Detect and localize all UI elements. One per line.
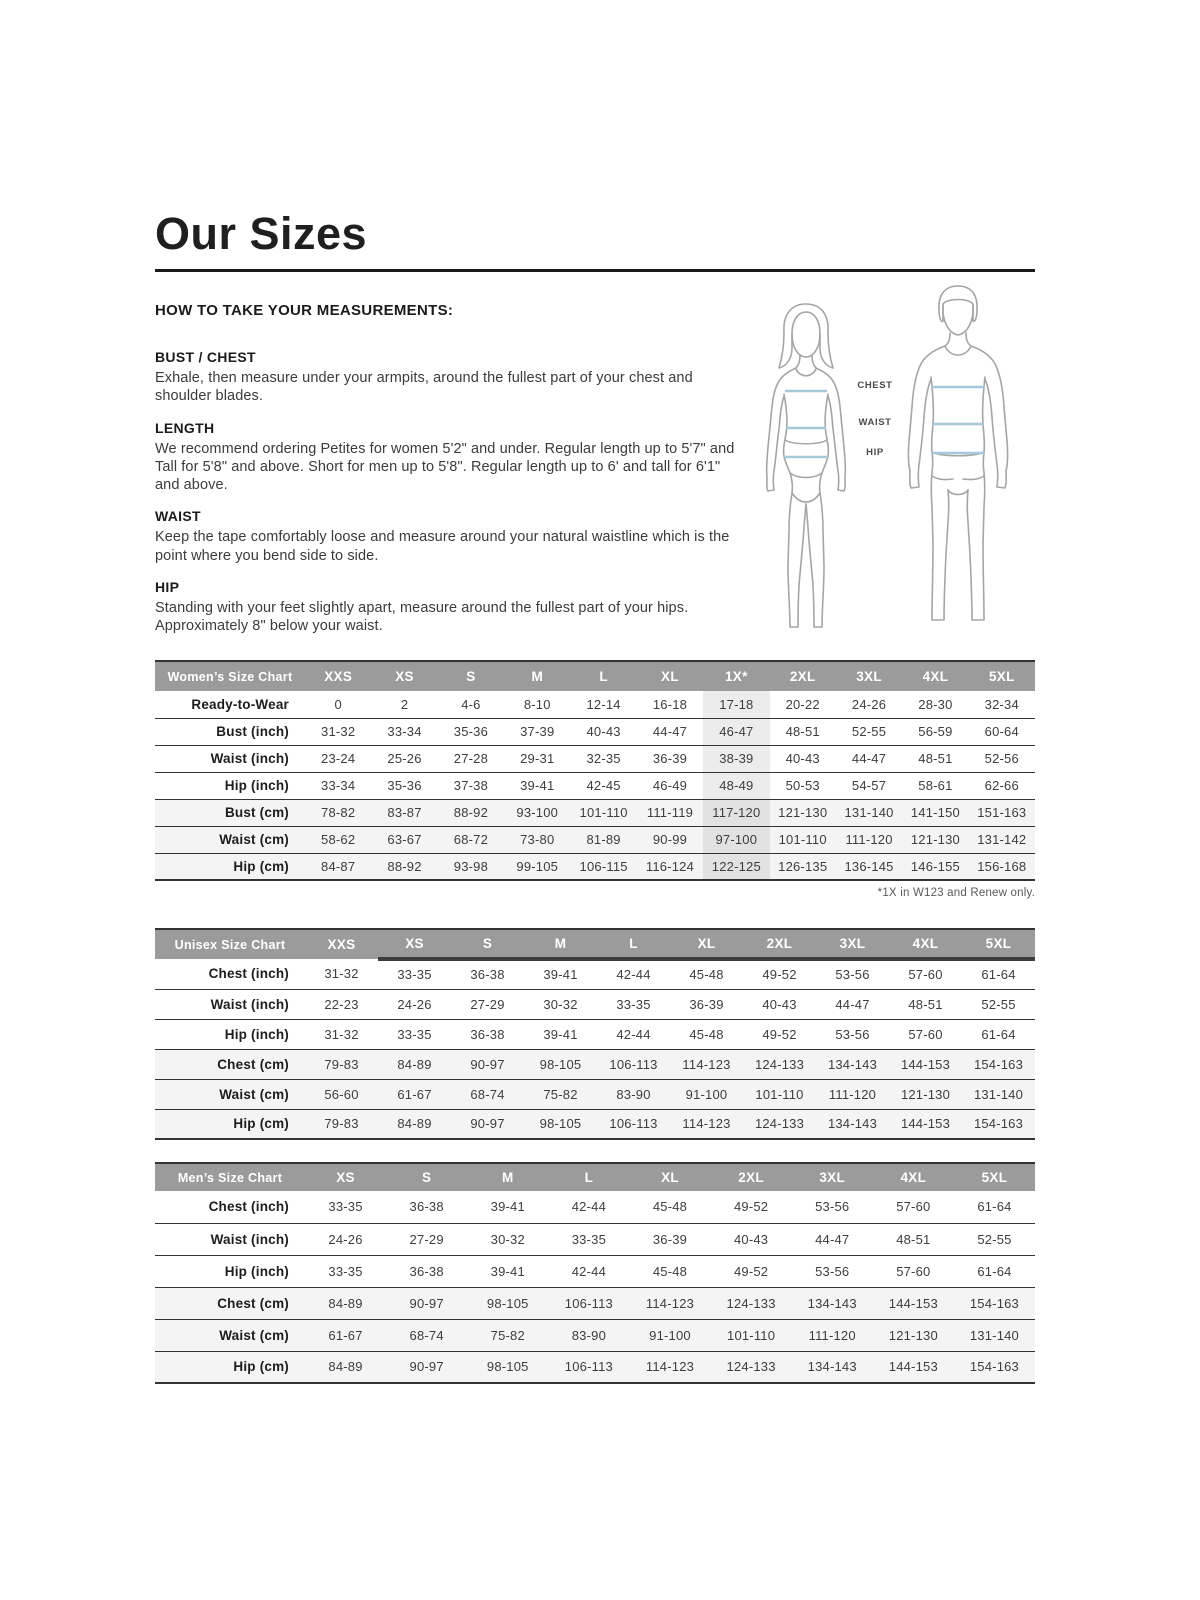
size-chart-footnote: *1X in W123 and Renew only. xyxy=(877,887,1035,899)
table-row xyxy=(155,1255,1035,1287)
size-value-cell: 60-64 xyxy=(984,724,1019,739)
size-column-header: M xyxy=(524,929,597,959)
size-column-header: 4XL xyxy=(889,929,962,959)
size-value-cell: 50-53 xyxy=(785,778,820,793)
size-column-header: 5XL xyxy=(954,1163,1035,1191)
size-value-cell: 144-153 xyxy=(888,1359,938,1375)
size-value-cell: 4-6 xyxy=(461,696,481,712)
size-column-header: 1X* xyxy=(703,661,769,691)
size-value-cell: 134-143 xyxy=(827,1116,878,1132)
size-value-cell: 52-56 xyxy=(984,751,1019,766)
size-value-cell: 91-100 xyxy=(685,1086,728,1102)
size-value-cell: 111-120 xyxy=(845,832,893,847)
row-label: Hip (cm) xyxy=(233,858,289,874)
size-value-cell: 33-34 xyxy=(387,724,422,739)
table-row xyxy=(155,1223,1035,1255)
size-value-cell: 33-35 xyxy=(571,1231,606,1247)
size-value-cell: 131-142 xyxy=(977,832,1027,847)
size-value-cell: 12-14 xyxy=(586,696,621,712)
female-figure-illustration xyxy=(746,296,866,636)
size-value-cell: 73-80 xyxy=(520,832,555,847)
size-value-cell: 48-51 xyxy=(908,996,943,1012)
size-value-cell: 31-32 xyxy=(321,724,356,739)
size-column-header: S xyxy=(438,661,504,691)
size-value-cell: 91-100 xyxy=(649,1327,691,1343)
size-value-cell: 68-74 xyxy=(470,1086,505,1102)
womens-size-chart-table xyxy=(155,660,1035,881)
size-value-cell: 61-64 xyxy=(977,1199,1012,1215)
size-value-cell: 23-24 xyxy=(321,751,356,766)
size-column-header: 4XL xyxy=(873,1163,954,1191)
size-value-cell: 39-41 xyxy=(490,1263,525,1279)
size-value-cell: 121-130 xyxy=(778,805,828,820)
size-column-header: 3XL xyxy=(792,1163,873,1191)
size-value-cell: 37-38 xyxy=(453,778,489,793)
section-hip xyxy=(155,579,735,636)
size-value-cell: 98-105 xyxy=(486,1359,529,1375)
size-value-cell: 25-26 xyxy=(387,751,422,766)
size-value-cell: 53-56 xyxy=(815,1263,850,1279)
size-value-cell: 39-41 xyxy=(543,967,578,983)
size-value-cell: 42-44 xyxy=(571,1263,606,1279)
size-value-cell: 37-39 xyxy=(520,724,555,739)
size-value-cell: 33-35 xyxy=(616,996,651,1012)
table-row xyxy=(155,1319,1035,1351)
size-column-header: 2XL xyxy=(711,1163,792,1191)
womens-size-chart-section xyxy=(155,660,1035,899)
size-value-cell: 8-10 xyxy=(523,696,551,712)
size-value-cell: 49-52 xyxy=(762,1026,797,1042)
title-divider xyxy=(155,269,1035,272)
size-value-cell: 20-22 xyxy=(785,696,820,712)
size-value-cell: 144-153 xyxy=(900,1056,951,1072)
size-value-cell: 124-133 xyxy=(754,1056,805,1072)
size-value-cell: 36-39 xyxy=(652,751,688,766)
size-value-cell: 114-123 xyxy=(682,1056,731,1072)
size-value-cell: 44-47 xyxy=(815,1231,850,1247)
size-value-cell: 111-119 xyxy=(646,805,694,820)
size-value-cell: 49-52 xyxy=(733,1199,769,1215)
size-value-cell: 38-39 xyxy=(703,745,769,772)
size-value-cell: 42-44 xyxy=(616,1026,651,1042)
size-value-cell: 101-110 xyxy=(778,832,827,847)
size-value-cell: 44-47 xyxy=(652,724,688,739)
row-label: Bust (cm) xyxy=(224,805,289,820)
size-column-header: 3XL xyxy=(816,929,889,959)
size-value-cell: 36-38 xyxy=(409,1263,444,1279)
section-body: Exhale, then measure under your armpits, around the fullest part of your chest and shoulder blades. xyxy=(155,370,693,405)
table-row xyxy=(155,826,1035,853)
size-value-cell: 99-105 xyxy=(516,858,559,874)
row-label: Waist (inch) xyxy=(210,996,289,1012)
row-label: Bust (inch) xyxy=(216,724,289,739)
size-value-cell: 121-130 xyxy=(900,1086,951,1102)
male-measure-lines xyxy=(931,387,985,453)
size-value-cell: 84-89 xyxy=(328,1295,363,1311)
size-value-cell: 33-35 xyxy=(397,1026,432,1042)
size-value-cell: 81-89 xyxy=(586,832,621,847)
size-value-cell: 0 xyxy=(334,696,342,712)
size-value-cell: 117-120 xyxy=(703,799,769,826)
male-hair xyxy=(939,286,977,321)
size-value-cell: 154-163 xyxy=(969,1295,1019,1311)
howto-heading: HOW TO TAKE YOUR MEASUREMENTS: xyxy=(155,302,454,319)
chest-label: CHEST xyxy=(857,380,893,391)
size-value-cell: 146-155 xyxy=(910,858,960,874)
size-value-cell: 98-105 xyxy=(486,1295,529,1311)
size-value-cell: 134-143 xyxy=(807,1295,857,1311)
row-label: Waist (inch) xyxy=(210,1231,289,1247)
section-heading: WAIST xyxy=(155,508,201,525)
size-value-cell: 33-35 xyxy=(397,967,432,983)
size-value-cell: 134-143 xyxy=(827,1056,878,1072)
size-column-header: XS xyxy=(371,661,437,691)
size-value-cell: 61-64 xyxy=(981,1026,1016,1042)
size-value-cell: 36-38 xyxy=(470,1026,505,1042)
size-value-cell: 79-83 xyxy=(324,1116,359,1132)
table-row xyxy=(155,1109,1035,1139)
size-value-cell: 45-48 xyxy=(652,1263,688,1279)
mens-size-chart-table xyxy=(155,1162,1035,1384)
size-value-cell: 131-140 xyxy=(973,1086,1024,1102)
size-value-cell: 22-23 xyxy=(324,996,359,1012)
size-value-cell: 116-124 xyxy=(645,858,695,874)
row-label: Chest (cm) xyxy=(217,1056,289,1072)
size-column-header: M xyxy=(504,661,570,691)
row-label: Waist (cm) xyxy=(219,832,289,847)
size-column-header: 4XL xyxy=(902,661,968,691)
size-value-cell: 54-57 xyxy=(851,778,887,793)
section-heading: HIP xyxy=(155,578,180,595)
size-value-cell: 97-100 xyxy=(703,826,769,853)
size-column-header: L xyxy=(597,929,670,959)
section-body: Standing with your feet slightly apart, measure around the fullest part of your hips. Approximately 8" below your waist. xyxy=(155,599,689,635)
size-column-header: 2XL xyxy=(743,929,816,959)
size-value-cell: 136-145 xyxy=(844,858,894,874)
size-value-cell: 52-55 xyxy=(981,996,1016,1012)
size-column-header: 5XL xyxy=(962,929,1035,959)
size-value-cell: 39-41 xyxy=(543,1026,578,1042)
measurement-figures xyxy=(740,280,1040,640)
section-length xyxy=(155,420,735,495)
size-value-cell: 48-51 xyxy=(785,724,820,739)
size-value-cell: 84-89 xyxy=(328,1359,363,1375)
size-value-cell: 57-60 xyxy=(896,1199,931,1215)
size-column-header: XL xyxy=(637,661,703,691)
size-value-cell: 83-90 xyxy=(571,1327,606,1343)
page-title: Our Sizes xyxy=(155,208,368,259)
row-label: Hip (cm) xyxy=(233,1359,289,1375)
size-value-cell: 33-35 xyxy=(328,1199,363,1215)
size-value-cell: 35-36 xyxy=(387,778,422,793)
size-value-cell: 126-135 xyxy=(778,858,828,874)
size-column-header: L xyxy=(548,1163,629,1191)
size-value-cell: 93-98 xyxy=(453,858,489,874)
size-value-cell: 57-60 xyxy=(896,1263,931,1279)
size-value-cell: 101-110 xyxy=(579,805,628,820)
size-value-cell: 88-92 xyxy=(387,858,422,874)
table-row xyxy=(155,718,1035,745)
size-column-header: XL xyxy=(629,1163,710,1191)
row-label: Hip (inch) xyxy=(224,778,289,793)
size-value-cell: 154-163 xyxy=(973,1056,1024,1072)
size-column-header: XS xyxy=(378,929,451,959)
table-row xyxy=(155,1079,1035,1109)
size-value-cell: 46-47 xyxy=(703,718,769,745)
size-value-cell: 56-60 xyxy=(324,1086,359,1102)
size-column-header: 5XL xyxy=(969,661,1035,691)
size-value-cell: 83-87 xyxy=(387,805,422,820)
size-value-cell: 53-56 xyxy=(835,967,870,983)
size-value-cell: 27-28 xyxy=(453,751,489,766)
size-value-cell: 75-82 xyxy=(543,1086,578,1102)
size-value-cell: 124-133 xyxy=(754,1116,805,1132)
size-value-cell: 61-64 xyxy=(981,967,1016,983)
table-row xyxy=(155,799,1035,826)
size-value-cell: 106-113 xyxy=(564,1359,613,1375)
size-value-cell: 45-48 xyxy=(689,1026,724,1042)
row-label: Waist (cm) xyxy=(219,1327,289,1343)
size-value-cell: 36-38 xyxy=(409,1199,444,1215)
size-value-cell: 31-32 xyxy=(324,1026,359,1042)
size-column-header: XS xyxy=(305,1163,386,1191)
row-label: Hip (cm) xyxy=(233,1116,289,1132)
size-column-header: XL xyxy=(670,929,743,959)
size-value-cell: 131-140 xyxy=(969,1327,1019,1343)
table-row xyxy=(155,1351,1035,1383)
size-value-cell: 111-120 xyxy=(828,1086,877,1102)
size-value-cell: 101-110 xyxy=(727,1327,776,1343)
size-value-cell: 40-43 xyxy=(762,996,797,1012)
size-value-cell: 31-32 xyxy=(324,966,359,982)
size-value-cell: 134-143 xyxy=(807,1359,857,1375)
size-value-cell: 124-133 xyxy=(726,1295,776,1311)
size-value-cell: 58-62 xyxy=(321,832,356,847)
size-value-cell: 42-44 xyxy=(571,1199,606,1215)
size-value-cell: 61-67 xyxy=(397,1086,432,1102)
row-label: Hip (inch) xyxy=(224,1026,289,1042)
size-value-cell: 45-48 xyxy=(689,967,724,983)
chart-title: Women’s Size Chart xyxy=(155,661,305,691)
chart-title: Men’s Size Chart xyxy=(155,1163,305,1191)
section-waist xyxy=(155,508,735,565)
size-value-cell: 2 xyxy=(400,696,409,712)
size-value-cell: 98-105 xyxy=(539,1056,582,1072)
size-value-cell: 84-87 xyxy=(321,858,356,874)
size-value-cell: 53-56 xyxy=(815,1199,850,1215)
size-column-header: L xyxy=(570,661,636,691)
size-value-cell: 56-59 xyxy=(918,724,953,739)
size-value-cell: 36-38 xyxy=(470,967,505,983)
size-value-cell: 106-113 xyxy=(609,1056,658,1072)
unisex-size-chart-section xyxy=(155,928,1035,1140)
size-column-header: XXS xyxy=(305,661,371,691)
size-value-cell: 39-41 xyxy=(490,1199,525,1215)
row-label: Waist (inch) xyxy=(210,751,289,766)
table-row xyxy=(155,745,1035,772)
size-value-cell: 121-130 xyxy=(888,1327,938,1343)
size-value-cell: 151-163 xyxy=(977,805,1027,820)
table-row xyxy=(155,959,1035,989)
size-value-cell: 27-29 xyxy=(409,1231,444,1247)
hip-label: HIP xyxy=(866,447,884,458)
size-value-cell: 44-47 xyxy=(851,751,887,766)
size-value-cell: 24-26 xyxy=(328,1231,363,1247)
row-label: Ready-to-Wear xyxy=(191,696,289,712)
row-label: Chest (cm) xyxy=(217,1295,289,1311)
size-value-cell: 75-82 xyxy=(490,1327,525,1343)
size-value-cell: 156-168 xyxy=(977,858,1027,874)
chart-title: Unisex Size Chart xyxy=(155,929,305,959)
size-value-cell: 154-163 xyxy=(973,1116,1024,1132)
size-value-cell: 84-89 xyxy=(397,1116,432,1132)
size-value-cell: 84-89 xyxy=(397,1056,432,1072)
size-value-cell: 61-67 xyxy=(328,1327,363,1343)
size-value-cell: 106-113 xyxy=(609,1116,658,1132)
size-value-cell: 98-105 xyxy=(539,1116,582,1132)
size-value-cell: 57-60 xyxy=(908,1026,943,1042)
size-value-cell: 124-133 xyxy=(726,1359,776,1375)
size-value-cell: 24-26 xyxy=(397,996,432,1012)
size-value-cell: 49-52 xyxy=(733,1263,769,1279)
size-column-header: M xyxy=(467,1163,548,1191)
size-value-cell: 28-30 xyxy=(918,696,953,712)
size-value-cell: 48-51 xyxy=(918,751,953,766)
table-row xyxy=(155,772,1035,799)
size-value-cell: 17-18 xyxy=(703,691,769,718)
mens-size-chart-section xyxy=(155,1162,1035,1384)
size-value-cell: 58-61 xyxy=(918,778,953,793)
size-value-cell: 106-113 xyxy=(564,1295,613,1311)
size-value-cell: 52-55 xyxy=(851,724,887,739)
size-value-cell: 93-100 xyxy=(516,805,559,820)
size-value-cell: 144-153 xyxy=(888,1295,938,1311)
size-value-cell: 68-74 xyxy=(409,1327,444,1343)
size-value-cell: 33-35 xyxy=(328,1263,363,1279)
size-value-cell: 90-97 xyxy=(409,1295,444,1311)
size-column-header: 3XL xyxy=(836,661,902,691)
size-value-cell: 61-64 xyxy=(977,1263,1012,1279)
table-row xyxy=(155,691,1035,718)
female-hair xyxy=(779,304,833,368)
table-row xyxy=(155,853,1035,880)
size-value-cell: 90-99 xyxy=(652,832,688,847)
size-value-cell: 30-32 xyxy=(543,996,578,1012)
size-value-cell: 27-29 xyxy=(470,996,505,1012)
size-value-cell: 101-110 xyxy=(755,1086,804,1102)
size-value-cell: 24-26 xyxy=(851,696,887,712)
section-body: We recommend ordering Petites for women 5'2" and under. Regular length up to 5'7" and Tall for 5'8" and above. Short for men up to 5'8". Regular length up to 6' and tall for 6'1" and above. xyxy=(155,440,735,494)
section-heading: BUST / CHEST xyxy=(155,349,256,365)
size-value-cell: 78-82 xyxy=(321,805,356,820)
female-measure-lines xyxy=(784,391,828,457)
size-value-cell: 40-43 xyxy=(733,1231,769,1247)
size-column-header: S xyxy=(451,929,524,959)
size-value-cell: 131-140 xyxy=(844,805,894,820)
size-value-cell: 88-92 xyxy=(453,805,489,820)
size-column-header: XXS xyxy=(305,929,378,959)
size-value-cell: 45-48 xyxy=(652,1199,688,1215)
size-value-cell: 154-163 xyxy=(969,1359,1019,1375)
size-value-cell: 144-153 xyxy=(900,1116,951,1132)
size-column-header: 2XL xyxy=(770,661,836,691)
size-value-cell: 49-52 xyxy=(762,967,797,983)
size-value-cell: 121-130 xyxy=(910,832,960,847)
size-value-cell: 79-83 xyxy=(324,1056,359,1072)
table-row xyxy=(155,1191,1035,1223)
size-value-cell: 114-123 xyxy=(645,1295,695,1311)
size-value-cell: 62-66 xyxy=(984,778,1019,793)
size-value-cell: 122-125 xyxy=(703,853,769,880)
size-value-cell: 83-90 xyxy=(616,1086,651,1102)
size-value-cell: 106-115 xyxy=(579,858,628,874)
size-value-cell: 141-150 xyxy=(910,805,960,820)
size-value-cell: 114-123 xyxy=(682,1116,731,1132)
table-row xyxy=(155,1287,1035,1319)
table-row xyxy=(155,1049,1035,1079)
size-column-header: S xyxy=(386,1163,467,1191)
male-figure-illustration xyxy=(898,280,1018,632)
waist-label: WAIST xyxy=(858,417,892,428)
size-value-cell: 48-51 xyxy=(896,1231,931,1247)
size-value-cell: 33-34 xyxy=(321,778,356,793)
size-value-cell: 40-43 xyxy=(586,724,621,739)
row-label: Hip (inch) xyxy=(224,1263,289,1279)
size-value-cell: 16-18 xyxy=(652,696,688,712)
size-value-cell: 42-45 xyxy=(586,778,621,793)
size-value-cell: 30-32 xyxy=(490,1231,525,1247)
row-label: Chest (inch) xyxy=(208,1199,289,1215)
size-value-cell: 29-31 xyxy=(520,751,555,766)
size-value-cell: 90-97 xyxy=(470,1116,505,1132)
size-value-cell: 36-39 xyxy=(652,1231,688,1247)
row-label: Waist (cm) xyxy=(219,1086,289,1102)
size-value-cell: 90-97 xyxy=(470,1056,505,1072)
size-value-cell: 40-43 xyxy=(785,751,820,766)
size-value-cell: 35-36 xyxy=(453,724,489,739)
section-bust-chest xyxy=(155,349,735,406)
size-value-cell: 90-97 xyxy=(409,1359,444,1375)
row-label: Chest (inch) xyxy=(208,966,289,982)
size-value-cell: 36-39 xyxy=(689,996,724,1012)
size-value-cell: 111-120 xyxy=(808,1327,856,1343)
measurement-instructions xyxy=(155,302,735,649)
table-row xyxy=(155,989,1035,1019)
section-heading: LENGTH xyxy=(155,419,215,436)
size-value-cell: 39-41 xyxy=(520,778,555,793)
size-value-cell: 48-49 xyxy=(703,772,769,799)
size-value-cell: 63-67 xyxy=(387,832,422,847)
size-value-cell: 68-72 xyxy=(453,832,489,847)
size-value-cell: 42-44 xyxy=(616,967,651,983)
size-value-cell: 52-55 xyxy=(977,1231,1012,1247)
size-value-cell: 114-123 xyxy=(645,1359,695,1375)
size-value-cell: 44-47 xyxy=(835,996,870,1012)
size-value-cell: 57-60 xyxy=(908,967,943,983)
size-value-cell: 32-34 xyxy=(984,696,1019,712)
section-body: Keep the tape comfortably loose and measure around your natural waistline which is the point where you bend side to side. xyxy=(155,529,730,564)
table-row xyxy=(155,1019,1035,1049)
size-value-cell: 53-56 xyxy=(835,1026,870,1042)
unisex-size-chart-table xyxy=(155,928,1035,1140)
size-value-cell: 46-49 xyxy=(652,778,688,793)
size-value-cell: 32-35 xyxy=(586,751,621,766)
